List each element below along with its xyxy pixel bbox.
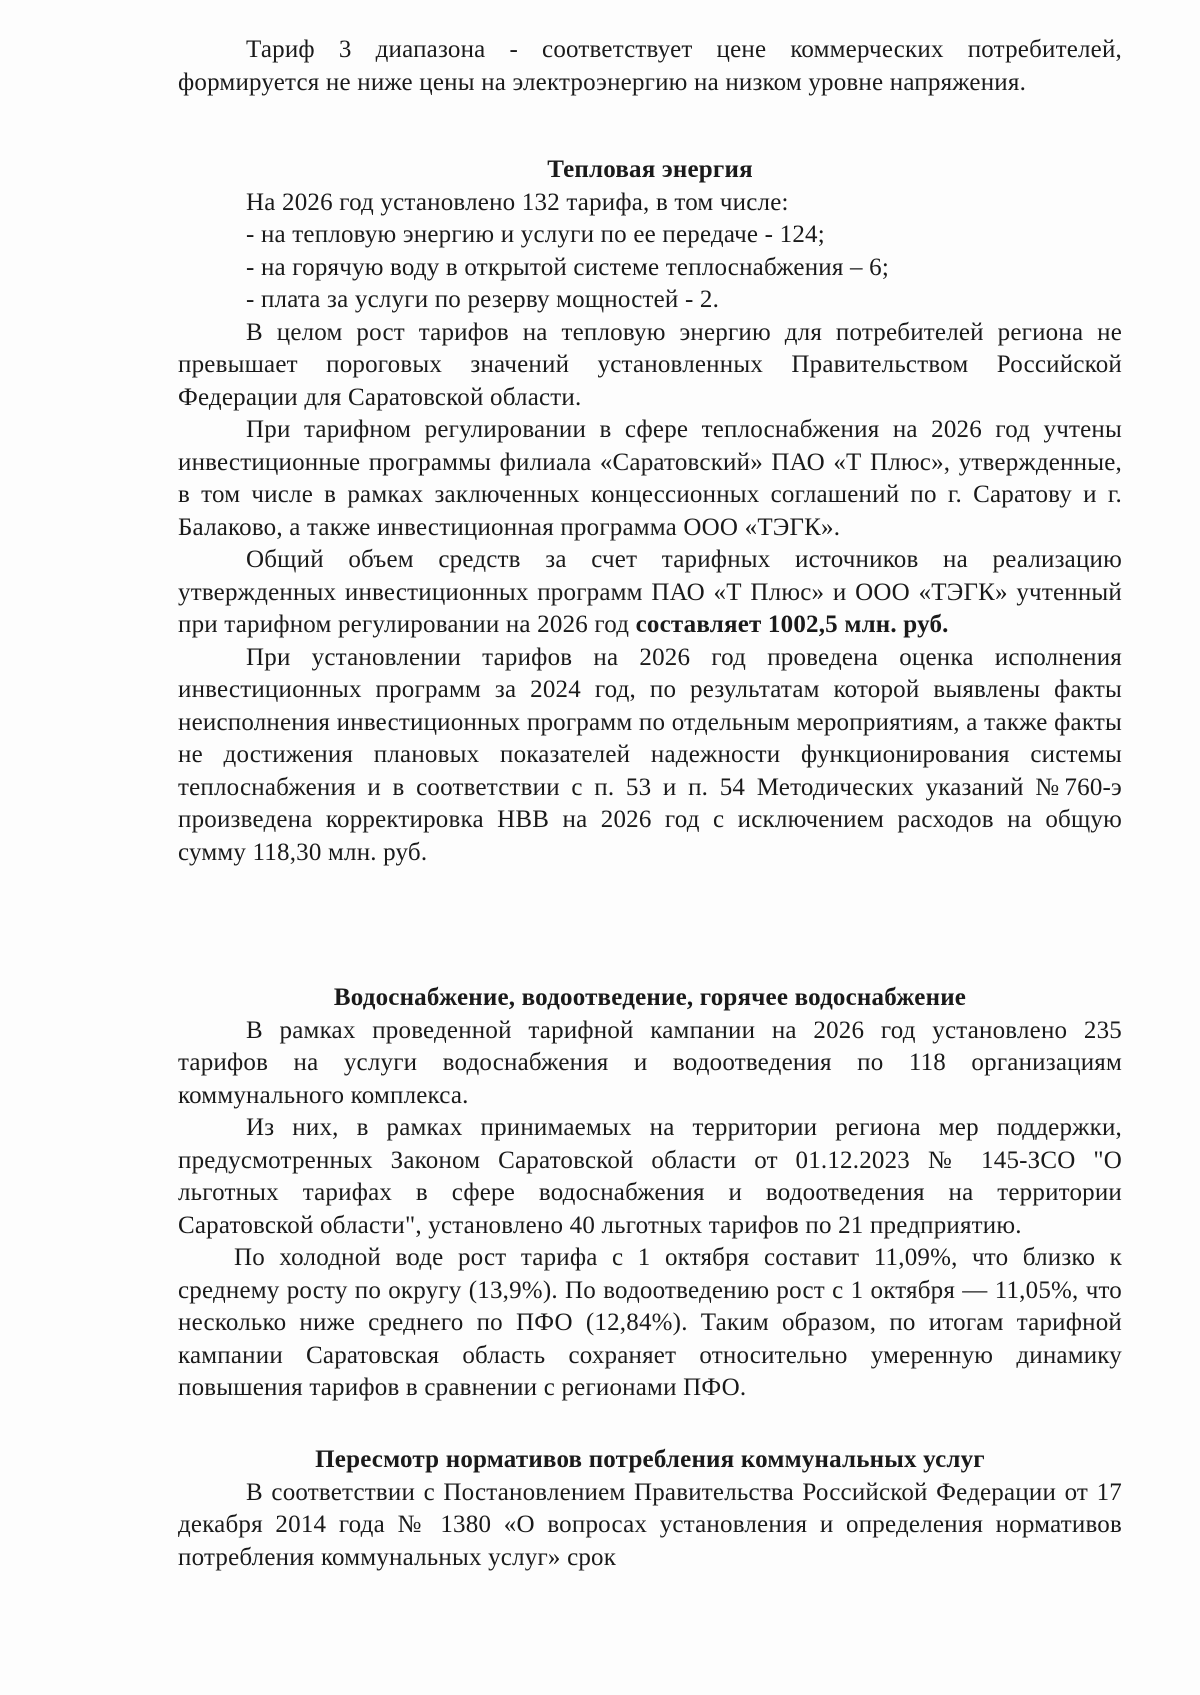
intro-section [178, 34, 1122, 99]
heat-list-item: - на горячую воду в открытой системе теплоснабжения – 6; [246, 253, 889, 281]
heat-invest-paragraph: При тарифном регулировании в сфере теплоснабжения на 2026 год учтены инвестиционные программы филиала «Саратовский» ПАО «Т Плюс», утвержденные, в том числе в рамках заключенных концессионных соглашений по г. Саратову и г. Балаково, а также инвестиционная программа ООО «ТЭГК». [178, 416, 1122, 541]
heat-heading: Тепловая энергия [547, 156, 753, 183]
water-heading: Водоснабжение, водоотведение, горячее водоснабжение [333, 984, 967, 1011]
water-section [178, 982, 1122, 1405]
heat-section [178, 154, 1122, 869]
water-growth-paragraph: По холодной воде рост тарифа с 1 октября составит 11,09%, что близко к среднему росту по округу (13,9%). По водоотведению рост с 1 октября — 11,05%, что несколько ниже среднего по ПФО (12,84%). Таким образом, по итогам тарифной кампании Саратовская область сохраняет относительно умеренную динамику повышения тарифов в сравнении с регионами ПФО. [178, 1244, 1122, 1401]
tariff-range-paragraph: Тариф 3 диапазона - соответствует цене коммерческих потребителей, формируется не ниже цены на электроэнергию на низком уровне напряжения. [178, 36, 1122, 96]
heat-volume-amount: составляет 1002,5 млн. руб. [635, 611, 949, 638]
heat-volume-text: Общий объем средств за счет тарифных источников на реализацию утвержденных инвестиционных программ ПАО «Т Плюс» и ООО «ТЭГК» учтенный при тарифном регулировании на 2026 год [178, 546, 1122, 638]
norms-heading: Пересмотр нормативов потребления коммунальных услуг [315, 1446, 985, 1473]
water-tariffs-paragraph: В рамках проведенной тарифной кампании на 2026 год установлено 235 тарифов на услуги водоснабжения и водоотведения по 118 организациям коммунального комплекса. [178, 1016, 1122, 1109]
heat-intro: На 2026 год установлено 132 тарифа, в том числе: [246, 188, 789, 216]
norms-paragraph: В соответствии с Постановлением Правительства Российской Федерации от 17 декабря 2014 года № 1380 «О вопросах установления и определения нормативов потребления коммунальных услуг» срок [178, 1478, 1122, 1571]
heat-growth-paragraph: В целом рост тарифов на тепловую энергию для потребителей региона не превышает пороговых значений установленных Правительством Российской Федерации для Саратовской области. [178, 318, 1122, 411]
heat-list-item: - на тепловую энергию и услуги по ее передаче - 124; [246, 221, 825, 248]
heat-volume-paragraph [178, 544, 1122, 642]
heat-eval-paragraph: При установлении тарифов на 2026 год проведена оценка исполнения инвестиционных программ за 2024 год, по результатам которой выявлены факты неисполнения инвестиционных программ по отдельным мероприятиям, а также факты не достижения плановых показателей надежности функционирования системы теплоснабжения и в соответствии с п. 53 и п. 54 Методических указаний №760-э произведена корректировка НВВ на 2026 год с исключением расходов на общую сумму 118,30 млн. руб. [178, 643, 1122, 866]
water-support-paragraph: Из них, в рамках принимаемых на территории региона мер поддержки, предусмотренных Законом Саратовской области от 01.12.2023 № 145-ЗСО "О льготных тарифах в сфере водоснабжения и водоотведения на территории Саратовской области", установлено 40 льготных тарифов по 21 предприятию. [178, 1114, 1122, 1239]
norms-section [178, 1444, 1122, 1574]
heat-list-item: - плата за услуги по резерву мощностей - 2. [246, 286, 720, 313]
